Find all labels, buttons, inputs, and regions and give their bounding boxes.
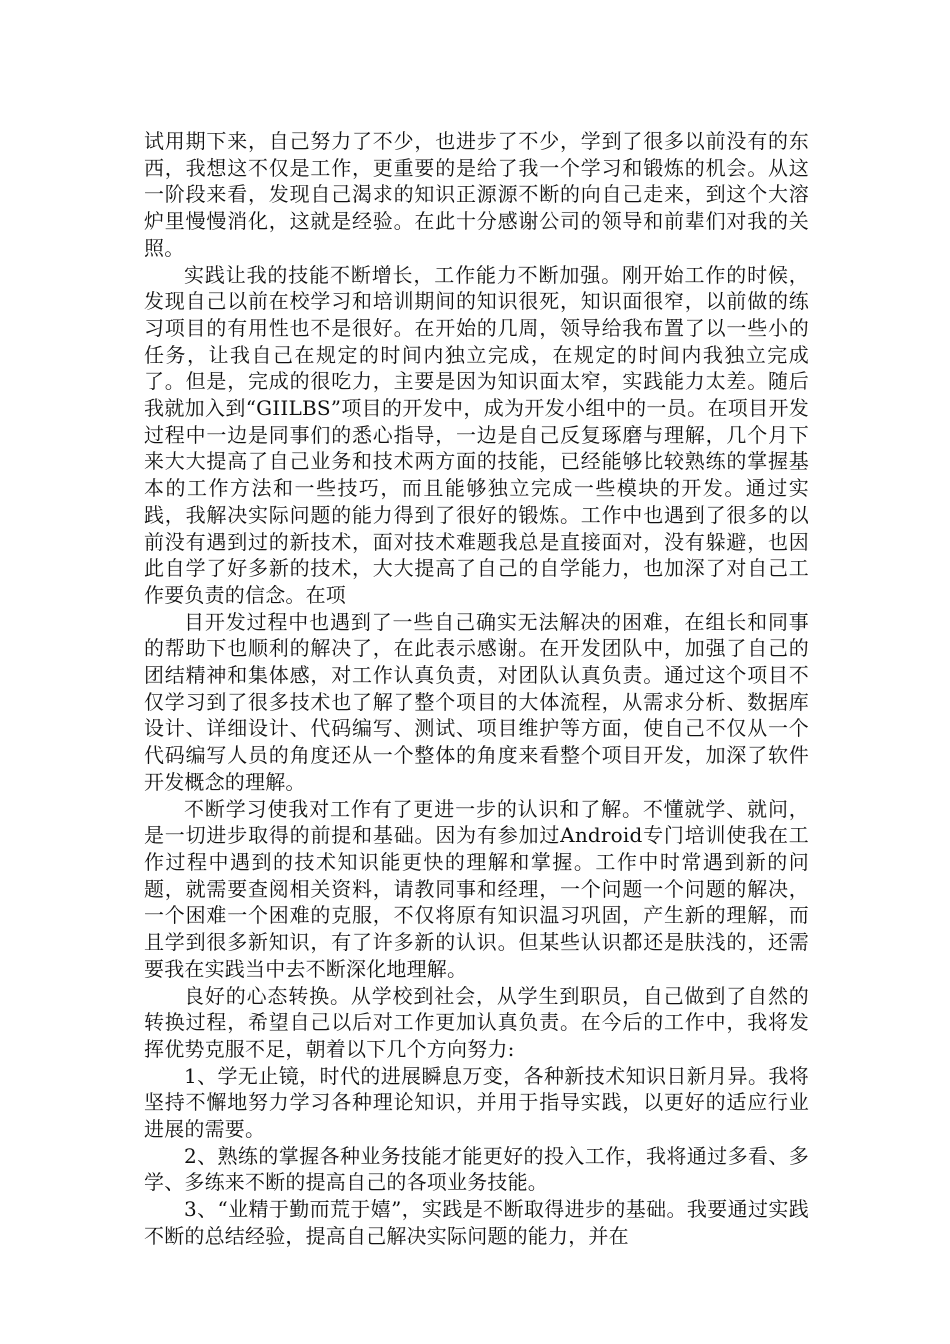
- paragraph-5: 良好的心态转换。从学校到社会，从学生到职员，自己做到了自然的转换过程，希望自己以后对工作更加认真负责。在今后的工作中，我将发挥优势克服不足，朝着以下几个方向努力:: [144, 983, 809, 1061]
- document-body: [144, 128, 809, 1250]
- paragraph-2: 实践让我的技能不断增长，工作能力不断加强。刚开始工作的时候，发现自己以前在校学习和培训期间的知识很死，知识面很窄，以前做的练习项目的有用性也不是很好。在开始的几周，领导给我布置了以一些小的任务，让我自己在规定的时间内独立完成，在规定的时间内我独立完成了。但是，完成的很吃力，主要是因为知识面太窄，实践能力太差。随后我就加入到“GIILBS”项目的开发中，成为开发小组中的一员。在项目开发过程中一边是同事们的悉心指导，一边是自己反复琢磨与理解，几个月下来大大提高了自己业务和技术两方面的技能，已经能够比较熟练的掌握基本的工作方法和一些技巧，而且能够独立完成一些模块的开发。通过实践，我解决实际问题的能力得到了很好的锻炼。工作中也遇到了很多的以前没有遇到过的新技术，面对技术难题我总是直接面对，没有躲避，也因此自学了好多新的技术，大大提高了自己的自学能力，也加深了对自己工作要负责的信念。在项: [144, 262, 809, 607]
- paragraph-1: 试用期下来，自己努力了不少，也进步了不少，学到了很多以前没有的东西，我想这不仅是工作，更重要的是给了我一个学习和锻炼的机会。从这一阶段来看，发现自己渴求的知识正源源不断的向自己走来，到这个大溶炉里慢慢消化，这就是经验。在此十分感谢公司的领导和前辈们对我的关照。: [144, 129, 809, 260]
- list-item-1: 1、学无止镜，时代的进展瞬息万变，各种新技术知识日新月异。我将坚持不懈地努力学习各种理论知识，并用于指导实践，以更好的适应行业进展的需要。: [144, 1063, 809, 1142]
- paragraph-3: 目开发过程中也遇到了一些自己确实无法解决的困难，在组长和同事的帮助下也顺利的解决了，在此表示感谢。在开发团队中，加强了自己的团结精神和集体感，对工作认真负责，对团队认真负责。通过这个项目不仅学习到了很多技术也了解了整个项目的大体流程，从需求分析、数据库设计、详细设计、代码编写、测试、项目维护等方面，使自己不仅从一个代码编写人员的角度还从一个整体的角度来看整个项目开发，加深了软件开发概念的理解。: [144, 609, 809, 794]
- paragraph-4: 不断学习使我对工作有了更进一步的认识和了解。不懂就学、就问，是一切进步取得的前提和基础。因为有参加过Android专门培训使我在工作过程中遇到的技术知识能更快的理解和掌握。工作中时常遇到新的问题，就需要查阅相关资料，请教同事和经理，一个问题一个问题的解决，一个困难一个困难的克服，不仅将原有知识温习巩固，产生新的理解，而且学到很多新知识，有了许多新的认识。但某些认识都还是肤浅的，还需要我在实践当中去不断深化地理解。: [144, 796, 809, 981]
- list-item-2: 2、熟练的掌握各种业务技能才能更好的投入工作，我将通过多看、多学、多练来不断的提高自己的各项业务技能。: [144, 1143, 809, 1195]
- list-item-3: 3、“业精于勤而荒于嬉”，实践是不断取得进步的基础。我要通过实践不断的总结经验，提高自己解决实际问题的能力，并在: [144, 1197, 809, 1248]
